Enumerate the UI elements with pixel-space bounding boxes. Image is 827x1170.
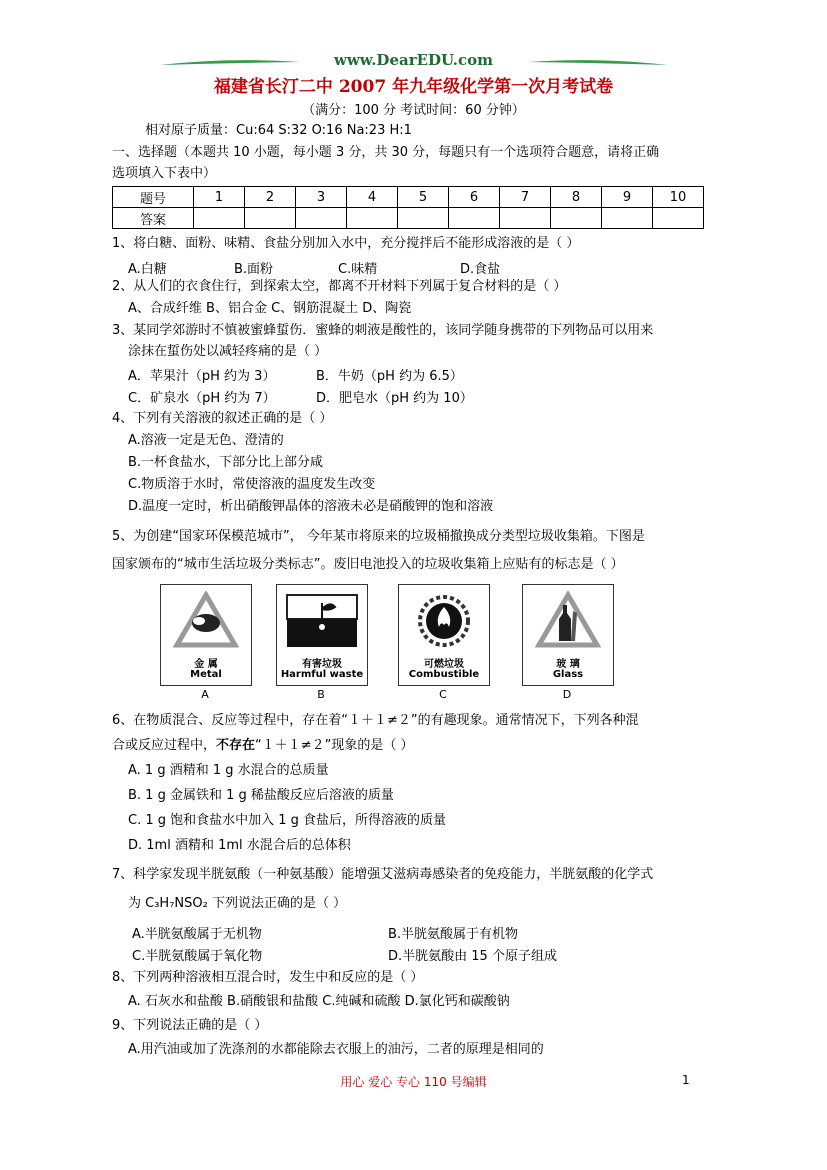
symbol-caption-en: Glass — [552, 669, 584, 680]
q3-option-a: A．苹果汁（pH 约为 3） — [128, 369, 276, 384]
answer-cell[interactable] — [296, 208, 347, 229]
q7-stem-cont: 为 C₃H₇NSO₂ 下列说法正确的是（ ） — [128, 896, 347, 911]
answer-cell[interactable] — [449, 208, 500, 229]
q6-option-c: C. 1 g 饱和食盐水中加入 1 g 食盐后，所得溶液的质量 — [128, 813, 447, 828]
q4-stem: 4、下列有关溶液的叙述正确的是（ ） — [112, 411, 333, 426]
table-number-cell: 6 — [449, 187, 500, 208]
q2-options: A、合成纤维 B、铝合金 C、钢筋混凝土 D、陶瓷 — [128, 301, 412, 316]
symbol-caption-cn: 可燃垃圾 — [424, 659, 464, 670]
q2-stem: 2、从人们的衣食住行，到探索太空，都离不开材料下列属于复合材料的是（ ） — [112, 279, 567, 294]
glass-bottle-icon — [533, 591, 603, 651]
symbol-letter: D — [562, 688, 572, 701]
symbol-letter: C — [439, 688, 447, 701]
exam-title: 福建省长汀二中 2007 年九年级化学第一次月考试卷 — [213, 77, 614, 97]
q4-option-c: C.物质溶于水时，常使溶液的温度发生改变 — [128, 477, 376, 492]
q1-option-a: A.白糖 — [128, 262, 167, 277]
flame-icon — [409, 591, 479, 651]
q5-stem: 5、为创建“国家环保模范城市”， 今年某市将原来的垃圾桶撤换成分类型垃圾收集箱。下图是 — [112, 529, 645, 544]
q6-stem-pre: 合或反应过程中， — [112, 738, 217, 753]
symbol-combustible — [398, 584, 490, 686]
q9-stem: 9、下列说法正确的是（ ） — [112, 1018, 268, 1033]
table-number-cell: 5 — [398, 187, 449, 208]
symbol-glass — [522, 584, 614, 686]
page-number: 1 — [682, 1073, 690, 1087]
q6-stem-cont — [112, 737, 414, 755]
section1-intro-cont: 选项填入下表中） — [112, 166, 217, 181]
symbol-harmful-waste — [276, 584, 368, 686]
symbol-letter: B — [317, 688, 325, 701]
q4-option-b: B.一杯食盐水，下部分比上部分咸 — [128, 455, 324, 470]
symbol-caption-en: Harmful waste — [280, 669, 364, 680]
q5-stem-cont: 国家颁布的“城市生活垃圾分类标志”。废旧电池投入的垃圾收集箱上应贴有的标志是（ ） — [112, 557, 624, 572]
q3-stem-cont: 涂抹在蜇伤处以减轻疼痛的是（ ） — [128, 344, 328, 359]
q8-options: A. 石灰水和盐酸 B.硝酸银和盐酸 C.纯碱和硫酸 D.氯化钙和碳酸钠 — [128, 994, 510, 1009]
q6-option-b: B. 1 g 金属铁和 1 g 稀盐酸反应后溶液的质量 — [128, 788, 394, 803]
header-right-swoosh — [528, 59, 668, 67]
q1-option-d: D.食盐 — [460, 262, 501, 277]
q3-option-b: B．牛奶（pH 约为 6.5） — [316, 369, 463, 384]
table-number-cell: 9 — [602, 187, 653, 208]
symbol-letter: A — [201, 688, 209, 701]
q3-option-c: C．矿泉水（pH 约为 7） — [128, 391, 276, 406]
symbol-metal — [160, 584, 252, 686]
answer-cell[interactable] — [194, 208, 245, 229]
answer-table — [112, 186, 704, 229]
answer-table-header-row — [113, 187, 704, 208]
site-url[interactable]: www.DearEDU.com — [333, 51, 493, 69]
q3-stem: 3、某同学郊游时不慎被蜜蜂蜇伤．蜜蜂的刺液是酸性的，该同学随身携带的下列物品可以用来 — [112, 323, 654, 338]
harmful-waste-icon — [285, 593, 359, 649]
answer-cell[interactable] — [500, 208, 551, 229]
symbol-caption-en: Metal — [190, 669, 222, 680]
q6-stem-bold: 不存在 — [216, 738, 256, 753]
q8-stem: 8、下列两种溶液相互混合时，发生中和反应的是（ ） — [112, 970, 424, 985]
q7-option-c: C.半胱氨酸属于氧化物 — [132, 949, 263, 964]
q9-option-a: A.用汽油或加了洗涤剂的水都能除去衣服上的油污，二者的原理是相同的 — [128, 1042, 544, 1057]
answer-table-answer-row — [113, 208, 704, 229]
q6-option-a: A. 1 g 酒精和 1 g 水混合的总质量 — [128, 763, 329, 778]
table-number-cell: 10 — [653, 187, 704, 208]
q7-option-b: B.半胱氨酸属于有机物 — [388, 927, 519, 942]
q7-option-d: D.半胱氨酸由 15 个原子组成 — [388, 949, 557, 964]
symbol-caption-cn: 玻 璃 — [556, 659, 580, 670]
q6-stem: 6、在物质混合、反应等过程中，存在着“１＋１≠２”的有趣现象。通常情况下，下列各种混 — [112, 713, 639, 728]
q7-option-a: A.半胱氨酸属于无机物 — [132, 927, 262, 942]
answer-cell[interactable] — [347, 208, 398, 229]
table-number-cell: 7 — [500, 187, 551, 208]
q3-option-d: D．肥皂水（pH 约为 10） — [316, 391, 473, 406]
answer-cell[interactable] — [653, 208, 704, 229]
symbol-caption-cn: 有害垃圾 — [302, 659, 342, 670]
answer-cell[interactable] — [602, 208, 653, 229]
table-number-cell: 2 — [245, 187, 296, 208]
q7-stem: 7、科学家发现半胱氨酸（一种氨基酸）能增强艾滋病毒感染者的免疫能力，半胱氨酸的化学式 — [112, 867, 654, 882]
atomic-mass-line: 相对原子质量：Cu:64 S:32 O:16 Na:23 H:1 — [145, 123, 412, 138]
answer-cell[interactable] — [245, 208, 296, 229]
table-answer-label: 答案 — [113, 208, 194, 229]
page-footer: 用心 爱心 专心 110 号编辑 — [340, 1075, 487, 1089]
q4-option-d: D.温度一定时，析出硝酸钾晶体的溶液未必是硝酸钾的饱和溶液 — [128, 499, 494, 514]
q1-option-c: C.味精 — [338, 262, 378, 277]
q4-option-a: A.溶液一定是无色、澄清的 — [128, 433, 284, 448]
symbol-caption-en: Combustible — [408, 669, 480, 680]
q1-stem: 1、将白糖、面粉、味精、食盐分别加入水中，充分搅拌后不能形成溶液的是（ ） — [112, 236, 580, 251]
q6-option-d: D. 1ml 酒精和 1ml 水混合后的总体积 — [128, 838, 351, 853]
table-header-label: 题号 — [113, 187, 194, 208]
table-number-cell: 8 — [551, 187, 602, 208]
section1-intro: 一、选择题（本题共 10 小题，每小题 3 分，共 30 分，每题只有一个选项符合题意，请将正确 — [112, 145, 660, 160]
exam-subtitle: （满分：100 分 考试时间：60 分钟） — [302, 103, 525, 118]
answer-cell[interactable] — [551, 208, 602, 229]
q6-stem-post: “１＋１≠２”现象的是（ ） — [255, 738, 414, 753]
q1-option-b: B.面粉 — [234, 262, 274, 277]
answer-cell[interactable] — [398, 208, 449, 229]
table-number-cell: 1 — [194, 187, 245, 208]
symbol-caption-cn: 金 属 — [194, 659, 218, 670]
metal-can-icon — [171, 591, 241, 651]
table-number-cell: 4 — [347, 187, 398, 208]
table-number-cell: 3 — [296, 187, 347, 208]
